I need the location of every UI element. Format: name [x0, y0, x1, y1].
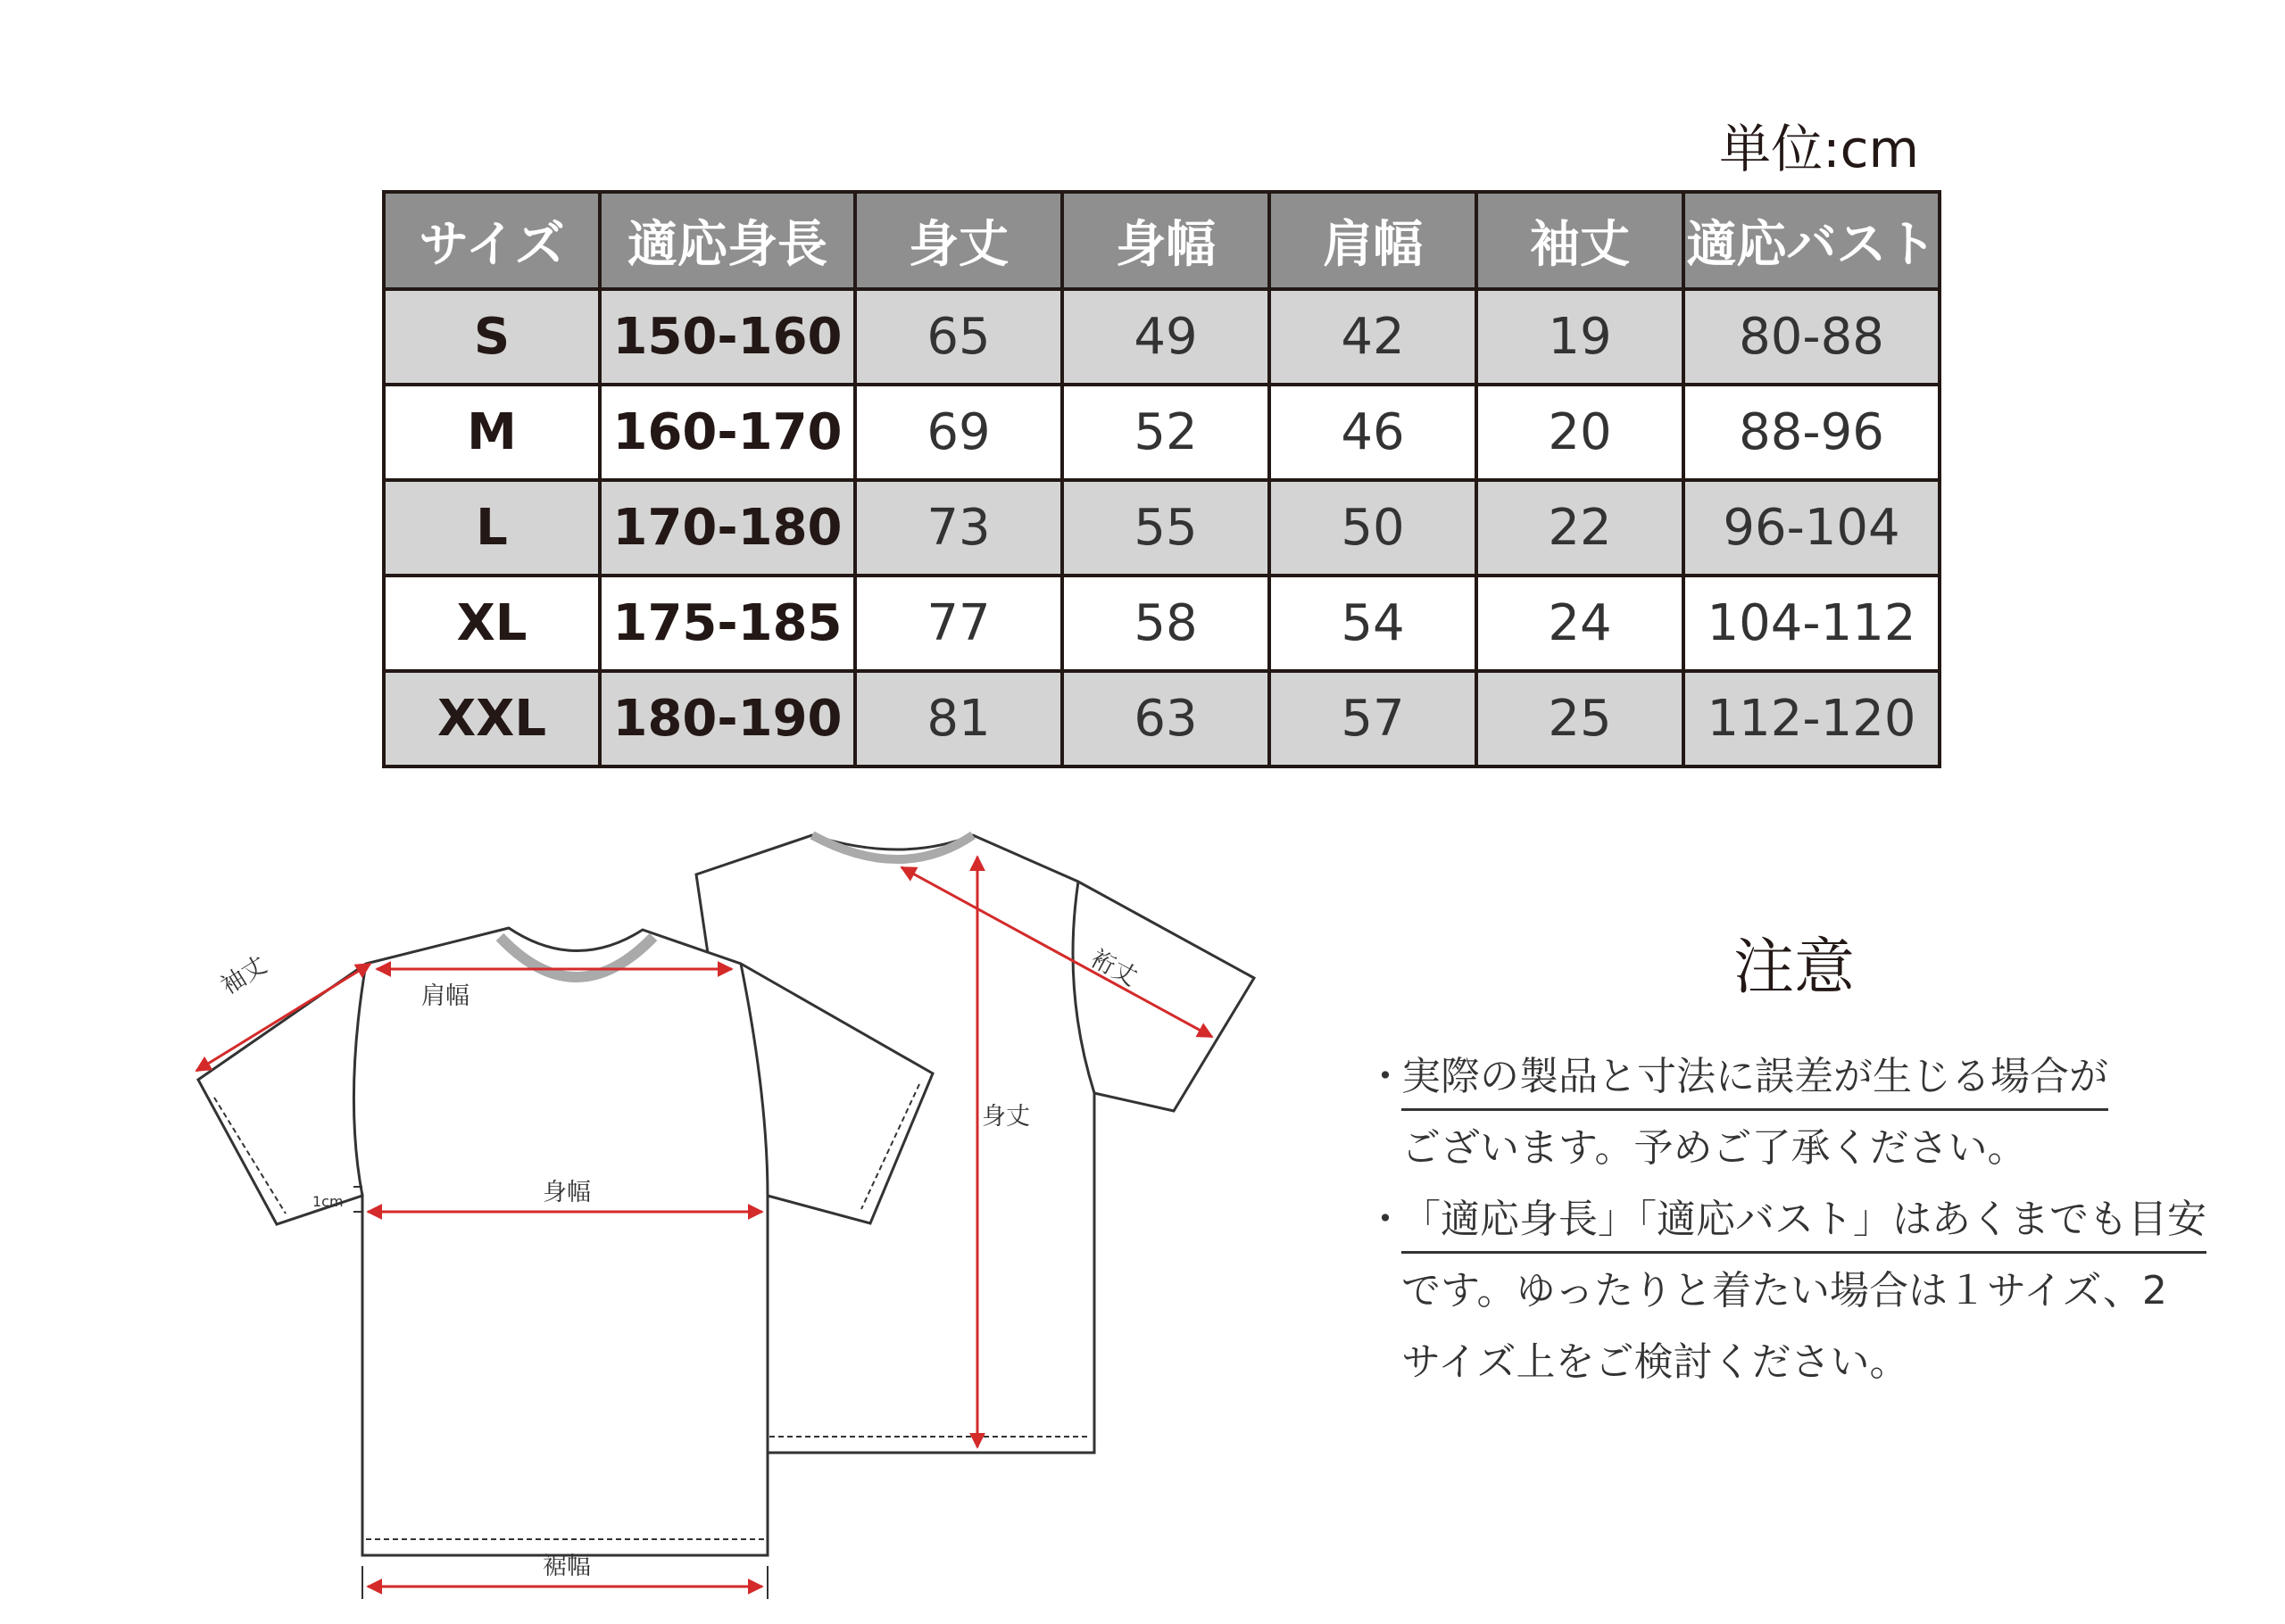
cell-shoulder: 54 — [1269, 576, 1476, 671]
label-yuki-length: 裄丈 — [1085, 944, 1142, 992]
cell-size: XXL — [384, 671, 600, 766]
label-one-cm: 1cm — [312, 1193, 344, 1210]
cell-height: 160-170 — [600, 385, 855, 480]
cell-width: 52 — [1062, 385, 1269, 480]
note-line: サイズ上をご検討ください。 — [1401, 1339, 1909, 1385]
cell-sleeve: 22 — [1476, 480, 1683, 576]
cell-bust: 112-120 — [1683, 671, 1940, 766]
cell-size: M — [384, 385, 600, 480]
header-bust: 適応バスト — [1683, 192, 1940, 289]
header-shoulder: 肩幅 — [1269, 192, 1476, 289]
note-item — [1366, 1041, 2249, 1184]
note-line: 実際の製品と寸法に誤差が生じる場合が — [1401, 1046, 2108, 1111]
cell-height: 175-185 — [600, 576, 855, 671]
header-size: サイズ — [384, 192, 600, 289]
cell-sleeve: 19 — [1476, 289, 1683, 385]
table-row — [384, 671, 1940, 766]
header-sleeve: 袖丈 — [1476, 192, 1683, 289]
note-item — [1366, 1184, 2249, 1398]
cell-width: 49 — [1062, 289, 1269, 385]
label-hem-width: 裾幅 — [543, 1553, 591, 1580]
label-body-width: 身幅 — [543, 1179, 591, 1206]
label-sleeve-length: 袖丈 — [216, 951, 272, 1000]
cell-length: 73 — [855, 480, 1062, 576]
unit-label: 単位:cm — [1719, 119, 1919, 179]
table-row — [384, 289, 1940, 385]
notes-title: 注意 — [1732, 932, 1855, 1003]
label-shoulder-width: 肩幅 — [421, 982, 469, 1010]
header-width: 身幅 — [1062, 192, 1269, 289]
header-height: 適応身長 — [600, 192, 855, 289]
header-length: 身丈 — [855, 192, 1062, 289]
cell-length: 69 — [855, 385, 1062, 480]
note-line: 「適応身長」「適応バスト」はあくまでも目安 — [1401, 1189, 2206, 1254]
table-row — [384, 576, 1940, 671]
cell-width: 58 — [1062, 576, 1269, 671]
cell-shoulder: 42 — [1269, 289, 1476, 385]
cell-shoulder: 46 — [1269, 385, 1476, 480]
cell-height: 170-180 — [600, 480, 855, 576]
cell-length: 81 — [855, 671, 1062, 766]
cell-height: 150-160 — [600, 289, 855, 385]
cell-size: S — [384, 289, 600, 385]
table-row — [384, 385, 1940, 480]
cell-height: 180-190 — [600, 671, 855, 766]
cell-width: 55 — [1062, 480, 1269, 576]
table-row — [384, 480, 1940, 576]
note-bullet: ・ — [1366, 1197, 1405, 1242]
notes-section — [1366, 919, 2249, 1398]
cell-sleeve: 20 — [1476, 385, 1683, 480]
cell-size: L — [384, 480, 600, 576]
cell-length: 65 — [855, 289, 1062, 385]
cell-shoulder: 50 — [1269, 480, 1476, 576]
tshirt-measurement-diagram — [143, 803, 1303, 1624]
note-bullet: ・ — [1366, 1054, 1405, 1099]
note-line: ございます。予めご了承ください。 — [1401, 1125, 2027, 1171]
cell-shoulder: 57 — [1269, 671, 1476, 766]
cell-sleeve: 24 — [1476, 576, 1683, 671]
size-table — [382, 190, 1941, 768]
table-header-row — [384, 192, 1940, 289]
cell-length: 77 — [855, 576, 1062, 671]
cell-bust: 80-88 — [1683, 289, 1940, 385]
cell-bust: 104-112 — [1683, 576, 1940, 671]
cell-bust: 88-96 — [1683, 385, 1940, 480]
label-body-length: 身丈 — [982, 1103, 1030, 1131]
cell-width: 63 — [1062, 671, 1269, 766]
cell-bust: 96-104 — [1683, 480, 1940, 576]
cell-size: XL — [384, 576, 600, 671]
cell-sleeve: 25 — [1476, 671, 1683, 766]
note-line: です。ゆったりと着たい場合は１サイズ、2 — [1401, 1268, 2167, 1313]
